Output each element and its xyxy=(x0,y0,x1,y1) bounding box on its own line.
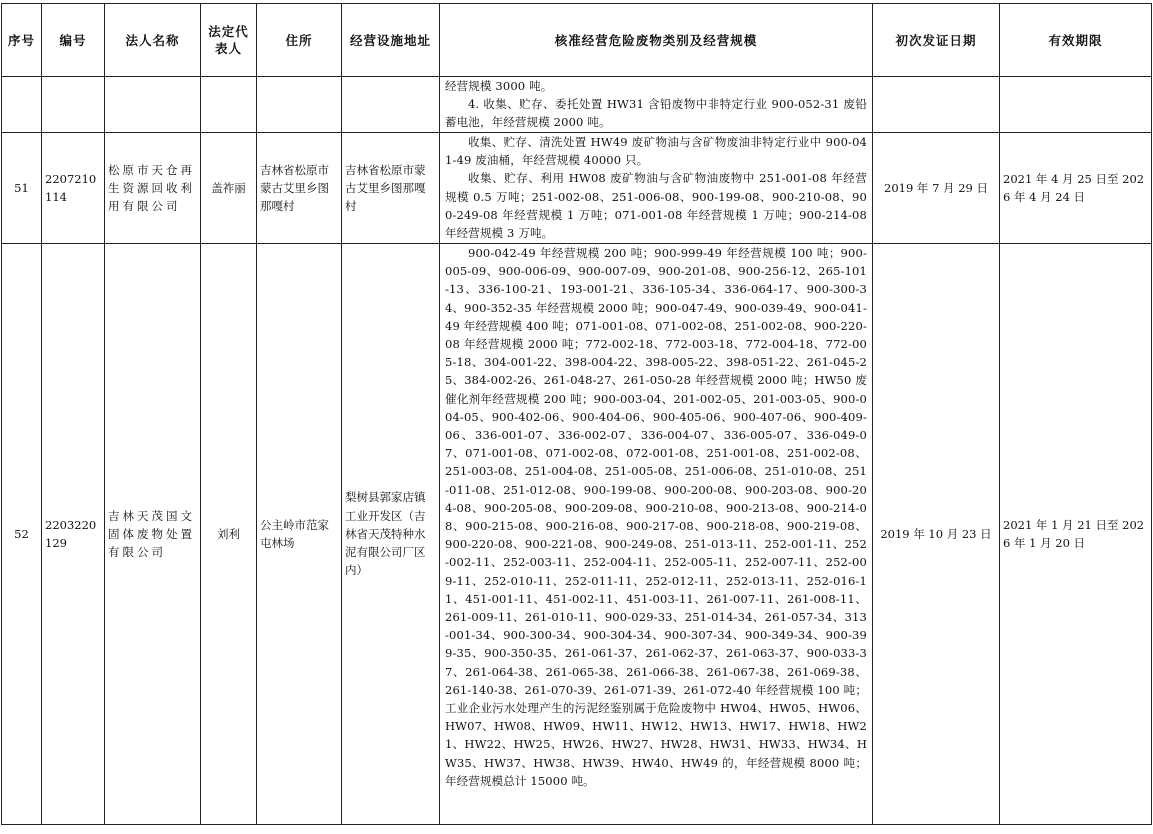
cell-facility xyxy=(342,77,440,133)
header-rep: 法定代表人 xyxy=(201,4,257,77)
cell-first-date: 2019 年 7 月 29 日 xyxy=(873,133,1000,244)
cell-first-date: 2019 年 10 月 23 日 xyxy=(873,244,1000,825)
cell-scope xyxy=(440,77,873,133)
cell-rep: 盖祚丽 xyxy=(201,133,257,244)
header-first-date: 初次发证日期 xyxy=(873,4,1000,77)
cell-name xyxy=(105,77,201,133)
cell-validity: 2021 年 1 月 21 日至 2026 年 1 月 20 日 xyxy=(1000,244,1152,825)
cell-address: 吉林省松原市蒙古艾里乡图那嘎村 xyxy=(257,133,342,244)
table-row xyxy=(2,244,1152,825)
cell-name: 松原市天仓再生资源回收利用有限公司 xyxy=(105,133,201,244)
cell-seq: 51 xyxy=(2,133,42,244)
scope-paragraph: 收集、贮存、清洗处置 HW49 废矿物油与含矿物废油非特定行业中 900-041-49 废油桶，年经营规模 40000 只。 xyxy=(445,135,867,168)
header-scope: 核准经营危险废物类别及经营规模 xyxy=(440,4,873,77)
scope-paragraph: 收集、贮存、利用 HW08 废矿物油与含矿物油废物中 251-001-08 年经营规模 0.5 万吨；251-002-08、251-006-08、900-199-08、900-210-08、900-249-08 年经营规模 1 万吨；071-001-08 年经营规模 1 万吨；900-214-08 年经营规模 3 万吨。 xyxy=(445,171,867,241)
cell-code: 2203220129 xyxy=(42,244,105,825)
header-seq: 序号 xyxy=(2,4,42,77)
cell-code xyxy=(42,77,105,133)
scope-paragraph: 900-042-49 年经营规模 200 吨；900-999-49 年经营规模 100 吨；900-005-09、900-006-09、900-007-09、900-201-08、900-256-12、265-101-13、336-100-21、193-001-21、336-105-34、336-064-17、900-300-34、900-352-35 年经营规模 2000 吨；900-047-49、900-039-49、900-041-49 年经营规模 400 吨；071-001-08、071-002-08、251-002-08、900-220-08 年经营规模 2000 吨；772-002-18、772-003-18、772-004-18、772-005-18、304-001-22、398-004-22、398-005-22、398-051-22、261-045-25、384-002-26、261-048-27、261-050-28 年经营规模 2000 吨；HW50 废催化剂年经营规模 200 吨；900-003-04、201-002-05、201-003-05、900-004-05、900-402-06、900-404-06、900-405-06、900-407-06、900-409-06、336-001-07、336-002-07、336-004-07、336-005-07、336-049-07、071-001-08、071-002-08、072-001-08、251-001-08、251-002-08、251-003-08、251-004-08、251-005-08、251-006-08、251-010-08、251-011-08、251-012-08、900-199-08、900-200-08、900-203-08、900-204-08、900-205-08、900-209-08、900-210-08、900-213-08、900-214-08、900-215-08、900-216-08、900-217-08、900-218-08、900-219-08、900-220-08、900-221-08、900-249-08、251-013-11、252-001-11、252-002-11、252-003-11、252-004-11、252-005-11、252-007-11、252-009-11、252-010-11、252-011-11、252-012-11、252-013-11、252-016-11、451-001-11、451-002-11、451-003-11、261-007-11、261-008-11、261-009-11、261-010-11、900-029-33、251-014-34、261-057-34、313-001-34、900-300-34、900-304-34、900-307-34、900-349-34、900-399-35、900-350-35、261-061-37、261-062-37、261-063-37、900-033-37、261-064-38、261-065-38、261-066-38、261-067-38、261-069-38、261-140-38、261-070-39、261-071-39、261-072-40 年经营规模 100 吨；工业企业污水处理产生的污泥经鉴别属于危险废物中 HW04、HW05、HW06、HW07、HW08、HW09、HW11、HW12、HW13、HW17、HW18、HW21、HW22、HW25、HW26、HW27、HW28、HW31、HW33、HW34、HW35、HW37、HW38、HW39、HW40、HW49 的，年经营规模 8000 吨；年经营规模总计 15000 吨。 xyxy=(445,246,867,788)
cell-scope xyxy=(440,244,873,825)
header-name: 法人名称 xyxy=(105,4,201,77)
cell-scope xyxy=(440,133,873,244)
table-row xyxy=(2,77,1152,133)
cell-address xyxy=(257,77,342,133)
cell-first-date xyxy=(873,77,1000,133)
cell-rep xyxy=(201,77,257,133)
cell-seq: 52 xyxy=(2,244,42,825)
scope-paragraph: 经营规模 3000 吨。 xyxy=(445,79,553,93)
header-code: 编号 xyxy=(42,4,105,77)
hazardous-waste-permit-table xyxy=(1,3,1152,825)
header-row xyxy=(2,4,1152,77)
header-address: 住所 xyxy=(257,4,342,77)
cell-name: 吉林天茂国文固体废物处置有限公司 xyxy=(105,244,201,825)
header-validity: 有效期限 xyxy=(1000,4,1152,77)
cell-validity xyxy=(1000,77,1152,133)
table-row xyxy=(2,133,1152,244)
header-facility: 经营设施地址 xyxy=(342,4,440,77)
cell-facility: 梨树县郭家店镇工业开发区（吉林省天茂特种水泥有限公司厂区内） xyxy=(342,244,440,825)
cell-facility: 吉林省松原市蒙古艾里乡图那嘎村 xyxy=(342,133,440,244)
cell-seq xyxy=(2,77,42,133)
cell-rep: 刘利 xyxy=(201,244,257,825)
cell-code: 2207210114 xyxy=(42,133,105,244)
cell-validity: 2021 年 4 月 25 日至 2026 年 4 月 24 日 xyxy=(1000,133,1152,244)
cell-address: 公主岭市范家屯林场 xyxy=(257,244,342,825)
scope-paragraph: 4. 收集、贮存、委托处置 HW31 含铅废物中非特定行业 900-052-31 废铅蓄电池，年经营规模 2000 吨。 xyxy=(445,97,867,130)
